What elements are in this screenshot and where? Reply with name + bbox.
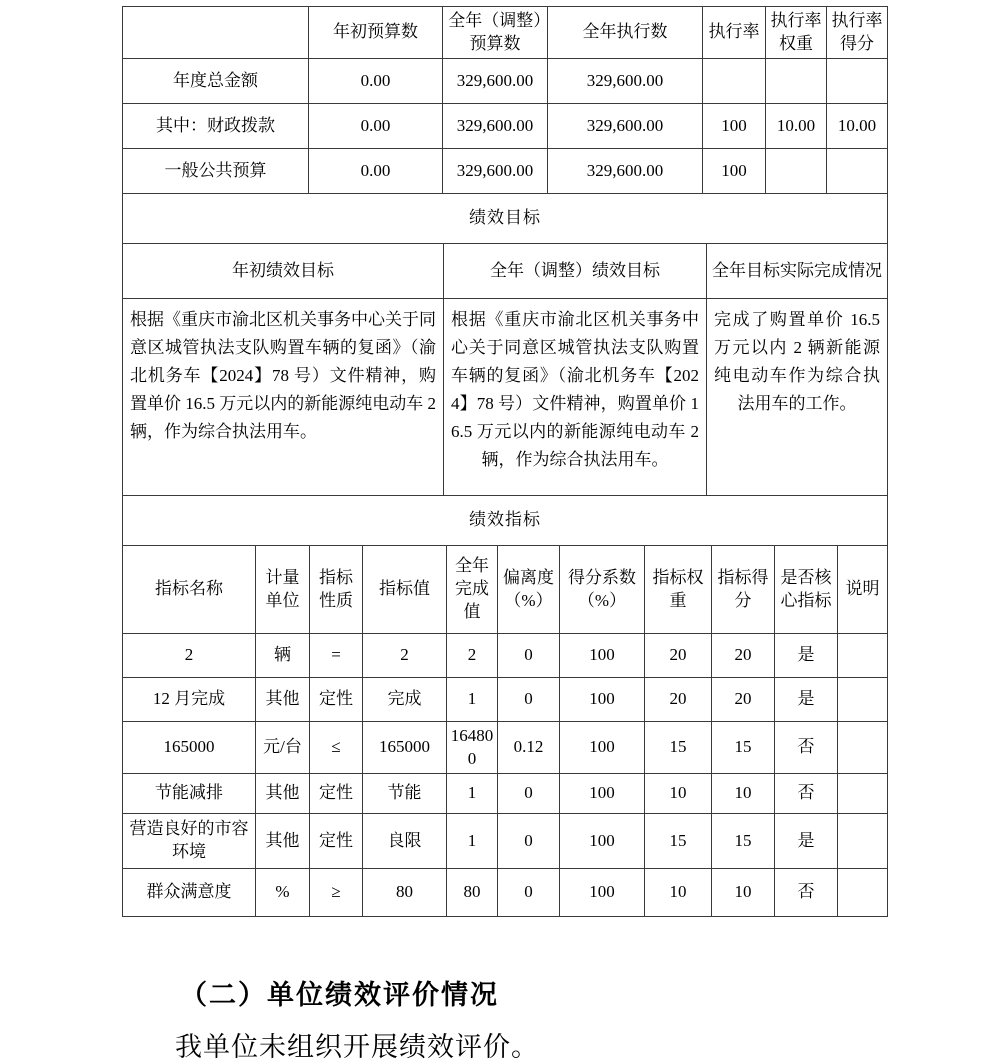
indicator-header-deviation: 偏离度（%）	[498, 546, 560, 634]
indicator-cell: 0	[498, 814, 560, 869]
section-heading: （二）单位绩效评价情况	[180, 980, 499, 1010]
performance-indicators-table	[122, 495, 888, 917]
indicator-cell: 100	[560, 678, 645, 722]
indicator-cell: 10	[712, 774, 775, 814]
indicator-cell: 100	[560, 722, 645, 774]
indicator-cell: 165000	[123, 722, 256, 774]
performance-targets-table	[122, 193, 888, 496]
budget-cell	[766, 59, 827, 104]
budget-header-adjusted: 全年（调整）预算数	[443, 7, 548, 59]
budget-row-label: 其中：财政拨款	[123, 104, 309, 149]
indicator-cell: 其他	[256, 774, 310, 814]
indicator-header-weight: 指标权重	[645, 546, 712, 634]
indicator-cell: 15	[645, 814, 712, 869]
adjusted-target-text: 根据《重庆市渝北区机关事务中心关于同意区城管执法支队购置车辆的复函》（渝北机务车【2024】78 号）文件精神，购置单价 16.5 万元以内的新能源纯电动车 2 辆，作为综合执法用车。	[444, 299, 707, 496]
indicator-header-core: 是否核心指标	[775, 546, 838, 634]
indicator-cell: 其他	[256, 678, 310, 722]
indicators-section-title: 绩效指标	[123, 496, 888, 546]
document-body	[122, 6, 888, 917]
indicator-cell: 0	[498, 774, 560, 814]
budget-header-rate: 执行率	[703, 7, 766, 59]
budget-cell: 100	[703, 104, 766, 149]
indicators-header-row	[123, 546, 888, 634]
indicator-row	[123, 634, 888, 678]
indicator-cell: 164800	[447, 722, 498, 774]
indicator-cell: 100	[560, 814, 645, 869]
targets-banner-row	[123, 194, 888, 244]
indicator-cell: 80	[447, 869, 498, 917]
indicator-cell: 定性	[310, 774, 363, 814]
indicator-cell: 否	[775, 774, 838, 814]
budget-row-label: 年度总金额	[123, 59, 309, 104]
indicator-cell: 否	[775, 722, 838, 774]
budget-table	[122, 6, 888, 194]
indicators-banner-row	[123, 496, 888, 546]
budget-header-row	[123, 7, 888, 59]
indicator-cell: 2	[447, 634, 498, 678]
indicator-cell: ≤	[310, 722, 363, 774]
indicator-cell: 完成	[363, 678, 447, 722]
indicator-cell	[838, 814, 888, 869]
targets-section-title: 绩效目标	[123, 194, 888, 244]
indicator-cell: 20	[712, 634, 775, 678]
budget-row-fiscal	[123, 104, 888, 149]
indicator-cell: ≥	[310, 869, 363, 917]
budget-cell: 10.00	[766, 104, 827, 149]
targets-content-row	[123, 299, 888, 496]
actual-completion-text: 完成了购置单价 16.5 万元以内 2 辆新能源纯电动车作为综合执法用车的工作。	[707, 299, 888, 496]
indicator-cell: 15	[645, 722, 712, 774]
budget-row-total	[123, 59, 888, 104]
indicator-cell: 1	[447, 774, 498, 814]
indicator-row	[123, 678, 888, 722]
indicator-cell: 165000	[363, 722, 447, 774]
indicator-cell: 10	[645, 869, 712, 917]
indicator-cell: 2	[123, 634, 256, 678]
budget-cell: 0.00	[309, 149, 443, 194]
indicator-header-score-coef: 得分系数（%）	[560, 546, 645, 634]
indicator-row	[123, 814, 888, 869]
indicator-cell: 0	[498, 869, 560, 917]
indicator-cell: 良限	[363, 814, 447, 869]
budget-cell: 100	[703, 149, 766, 194]
budget-cell: 329,600.00	[443, 149, 548, 194]
indicator-cell: 节能减排	[123, 774, 256, 814]
indicator-cell: 20	[712, 678, 775, 722]
targets-header-adjusted: 全年（调整）绩效目标	[444, 244, 707, 299]
budget-cell: 329,600.00	[548, 104, 703, 149]
indicator-cell	[838, 678, 888, 722]
indicator-cell: 10	[712, 869, 775, 917]
budget-cell: 0.00	[309, 59, 443, 104]
targets-header-row	[123, 244, 888, 299]
indicator-cell: 100	[560, 869, 645, 917]
indicator-row	[123, 774, 888, 814]
indicator-header-note: 说明	[838, 546, 888, 634]
budget-header-initial: 年初预算数	[309, 7, 443, 59]
budget-cell	[766, 149, 827, 194]
budget-cell: 10.00	[827, 104, 888, 149]
budget-cell	[827, 59, 888, 104]
budget-cell	[827, 149, 888, 194]
indicator-row	[123, 722, 888, 774]
indicator-cell: 0	[498, 678, 560, 722]
indicator-cell: 是	[775, 678, 838, 722]
indicator-cell: 100	[560, 634, 645, 678]
indicator-cell: 12 月完成	[123, 678, 256, 722]
indicator-cell: 15	[712, 814, 775, 869]
indicator-cell: 1	[447, 814, 498, 869]
indicator-cell: 10	[645, 774, 712, 814]
indicator-header-value: 指标值	[363, 546, 447, 634]
indicator-cell: 0.12	[498, 722, 560, 774]
budget-cell: 329,600.00	[443, 59, 548, 104]
indicator-header-score: 指标得分	[712, 546, 775, 634]
indicator-cell	[838, 869, 888, 917]
budget-cell: 329,600.00	[548, 59, 703, 104]
budget-cell: 329,600.00	[548, 149, 703, 194]
indicator-cell	[838, 722, 888, 774]
evaluation-paragraph: 我单位未组织开展绩效评价。	[175, 1032, 539, 1062]
footer-section	[175, 980, 880, 1062]
indicator-cell: 80	[363, 869, 447, 917]
indicator-cell: 是	[775, 814, 838, 869]
indicator-cell: 群众满意度	[123, 869, 256, 917]
indicator-cell: 15	[712, 722, 775, 774]
indicator-cell: 营造良好的市容环境	[123, 814, 256, 869]
indicator-cell: =	[310, 634, 363, 678]
indicator-header-completed: 全年完成值	[447, 546, 498, 634]
initial-target-text: 根据《重庆市渝北区机关事务中心关于同意区城管执法支队购置车辆的复函》（渝北机务车【2024】78 号）文件精神，购置单价 16.5 万元以内的新能源纯电动车 2 辆，作为综合执法用车。	[123, 299, 444, 496]
budget-header-rate-weight: 执行率权重	[766, 7, 827, 59]
indicator-cell: %	[256, 869, 310, 917]
indicator-row	[123, 869, 888, 917]
targets-header-initial: 年初绩效目标	[123, 244, 444, 299]
indicator-cell: 20	[645, 634, 712, 678]
indicator-cell: 20	[645, 678, 712, 722]
indicator-cell: 定性	[310, 678, 363, 722]
indicator-header-nature: 指标性质	[310, 546, 363, 634]
targets-header-actual: 全年目标实际完成情况	[707, 244, 888, 299]
budget-cell: 329,600.00	[443, 104, 548, 149]
indicator-cell: 否	[775, 869, 838, 917]
indicator-cell: 其他	[256, 814, 310, 869]
indicator-cell: 元/台	[256, 722, 310, 774]
budget-row-general-public	[123, 149, 888, 194]
indicator-cell: 0	[498, 634, 560, 678]
indicator-cell: 是	[775, 634, 838, 678]
indicator-cell: 2	[363, 634, 447, 678]
indicator-cell	[838, 634, 888, 678]
indicator-cell	[838, 774, 888, 814]
indicator-cell: 辆	[256, 634, 310, 678]
budget-cell	[703, 59, 766, 104]
indicator-cell: 定性	[310, 814, 363, 869]
indicator-cell: 100	[560, 774, 645, 814]
budget-header-rate-score: 执行率得分	[827, 7, 888, 59]
budget-header-empty	[123, 7, 309, 59]
budget-cell: 0.00	[309, 104, 443, 149]
indicator-cell: 节能	[363, 774, 447, 814]
indicator-header-unit: 计量单位	[256, 546, 310, 634]
indicator-header-name: 指标名称	[123, 546, 256, 634]
indicator-cell: 1	[447, 678, 498, 722]
budget-row-label: 一般公共预算	[123, 149, 309, 194]
budget-header-executed: 全年执行数	[548, 7, 703, 59]
